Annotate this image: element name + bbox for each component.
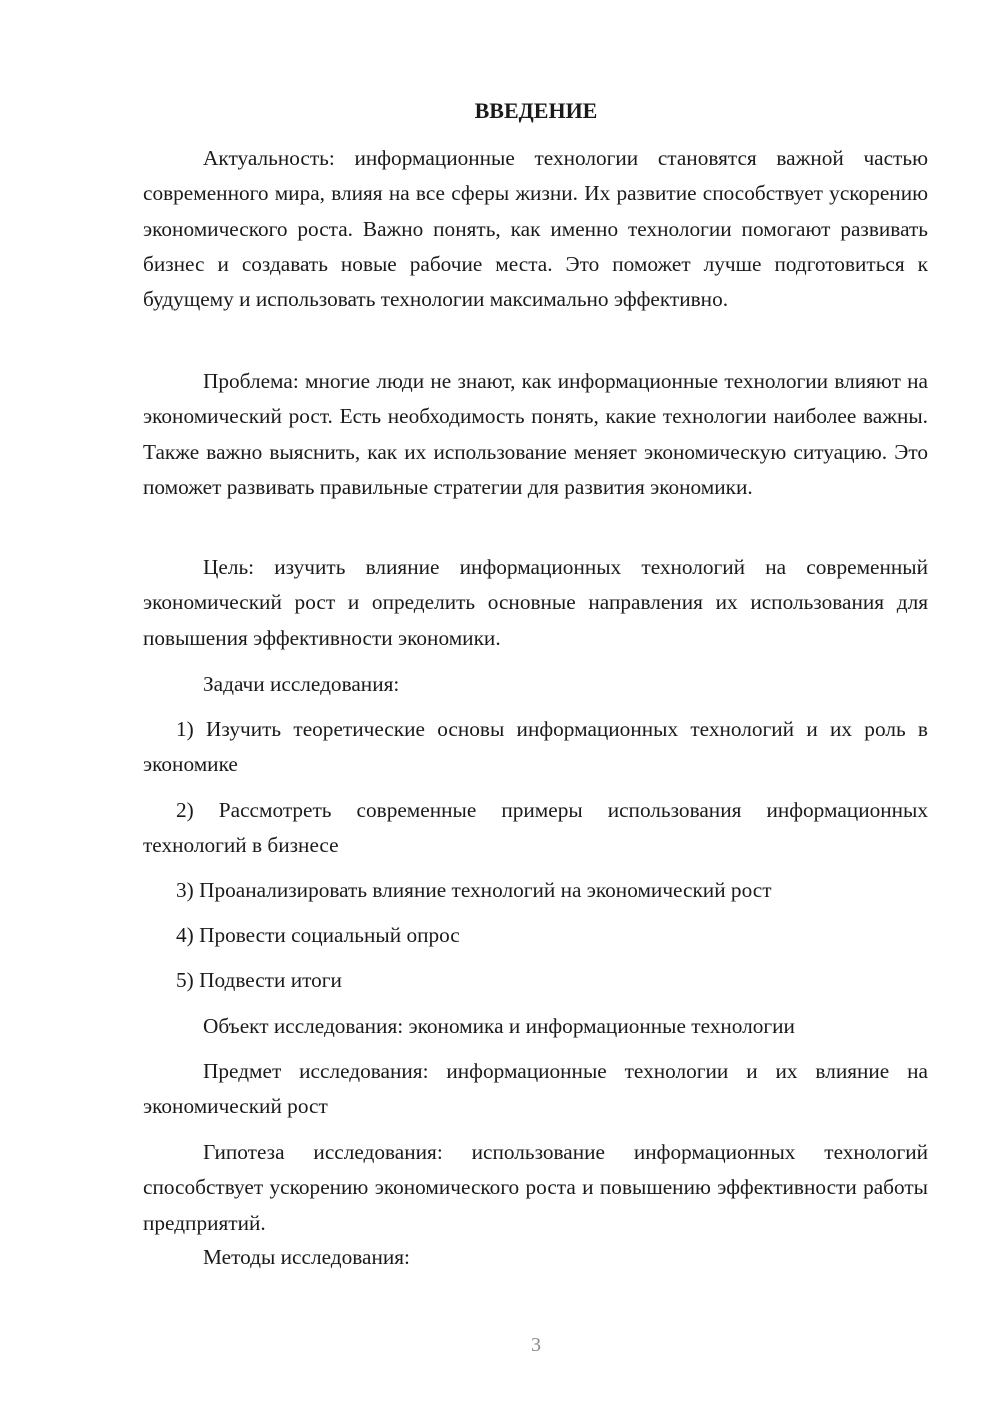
page-number: 3 xyxy=(531,1334,541,1356)
task-item-2: 2) Рассмотреть современные примеры использования информационных технологий в бизнесе xyxy=(143,798,928,858)
paragraph-object: Объект исследования: экономика и информационные технологии xyxy=(203,1014,795,1038)
task-item-5: 5) Подвести итоги xyxy=(176,968,342,992)
paragraph-hypothesis: Гипотеза исследования: использование информационных технологий способствует ускорению экономического роста и повышению эффективности работы предприятий. xyxy=(143,1140,928,1235)
task-item-3: 3) Проанализировать влияние технологий на экономический рост xyxy=(176,878,772,902)
task-item-4: 4) Провести социальный опрос xyxy=(176,923,460,947)
tasks-heading: Задачи исследования: xyxy=(203,672,400,696)
paragraph-relevance: Актуальность: информационные технологии становятся важной частью современного мира, влияя на все сферы жизни. Их развитие способствует ускорению экономического роста. Важно понять, как именно технологии помогают развивать бизнес и создавать новые рабочие места. Это поможет лучше подготовиться к будущему и использовать технологии максимально эффективно. xyxy=(143,146,928,312)
methods-heading: Методы исследования: xyxy=(203,1245,410,1269)
paragraph-subject: Предмет исследования: информационные технологии и их влияние на экономический рост xyxy=(143,1059,928,1119)
paragraph-problem: Проблема: многие люди не знают, как информационные технологии влияют на экономический рост. Есть необходимость понять, какие технологии наиболее важны. Также важно выяснить, как их использование меняет экономическую ситуацию. Это поможет развивать правильные стратегии для развития экономики. xyxy=(143,369,928,499)
page-title: ВВЕДЕНИЕ xyxy=(474,98,598,123)
paragraph-goal: Цель: изучить влияние информационных технологий на современный экономический рост и определить основные направления их использования для повышения эффективности экономики. xyxy=(143,555,928,650)
task-item-1: 1) Изучить теоретические основы информационных технологий и их роль в экономике xyxy=(143,717,928,777)
